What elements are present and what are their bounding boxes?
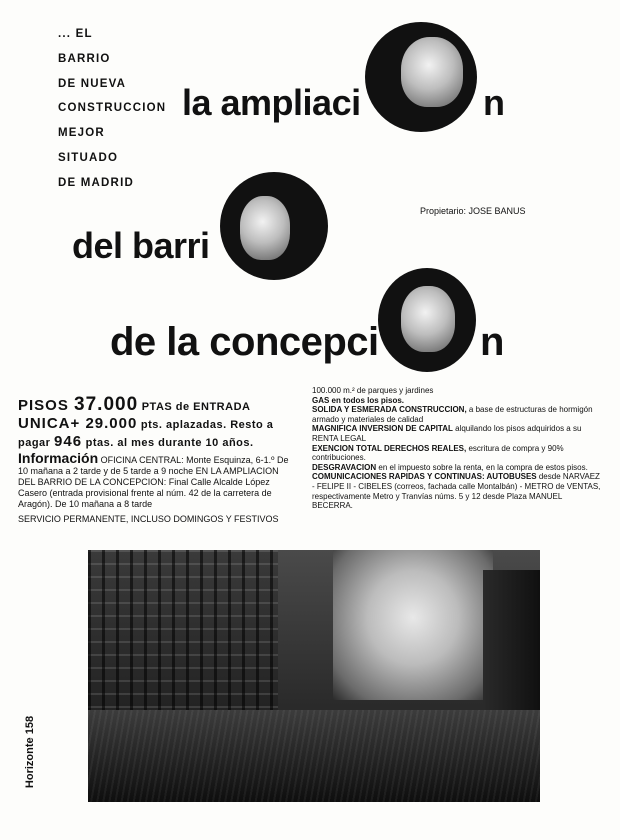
proprietario: Propietario: JOSE BANUS [420, 206, 526, 216]
info-label: Información [18, 450, 99, 466]
ground-area [88, 710, 540, 802]
pisos-line [18, 396, 296, 415]
feature-title: COMUNICACIONES RAPIDAS Y CONTINUAS: AUTOBUSES [312, 472, 537, 482]
feature-line [312, 444, 602, 463]
feature-text: desde NARVAEZ - FELIPE II - CIBELES (correos, fachada calle Montalbán) - METRO de VENTAS, respectivamente Metro y Tranvías núms. 5 y 12 desde Plaza MANUEL BECERRA. [312, 472, 601, 511]
price-info-block [18, 396, 296, 525]
feature-line [312, 472, 602, 510]
feature-text: escritura de compra y 90% contribuciones. [312, 443, 564, 463]
girl-face-image [240, 196, 290, 260]
tagline-line: MEJOR [58, 127, 105, 140]
price: 946 [54, 433, 83, 450]
tagline-line: ... EL [58, 28, 93, 40]
features-block [312, 386, 602, 511]
side-label [14, 692, 46, 812]
tagline-line: CONSTRUCCION [58, 102, 167, 115]
info-paragraph [18, 450, 296, 510]
feature-line [312, 424, 602, 443]
woman-face-image [401, 37, 463, 107]
headline-barrio [72, 225, 210, 267]
feature-title: EXENCION TOTAL DERECHOS REALES, [312, 443, 467, 453]
tagline [58, 22, 166, 196]
feature-text: a base de estructuras de hormigón armado y materiales de calidad [312, 405, 593, 424]
feature-title: MAGNIFICA INVERSION DE CAPITAL [312, 424, 453, 434]
side-label-text: Horizonte 158 [24, 715, 36, 789]
tagline-line: SITUADO [58, 151, 119, 164]
sky-area [333, 550, 493, 700]
text: UNICA+ [18, 415, 86, 432]
text: pts. aplazadas. Resto a [137, 419, 274, 431]
feature-text: en el impuesto sobre la renta, en la compra de estos pisos. [376, 462, 588, 472]
boy-face-image [401, 286, 455, 352]
pagar-line [18, 433, 296, 451]
headline-ampliacion [182, 82, 361, 124]
feature-line [312, 463, 602, 473]
info-text: OFICINA CENTRAL: Monte Esquinza, 6-1.º De 10 mañana a 2 tarde y de 5 tarde a 9 noche EN LA AMPLIACION DEL BARRIO DE LA CONCEPCION: Final Calle Alcalde López Casero (entrada provisional frente al núm. 42 de la carretera de Aragón). De 10 mañana a 8 tarde [18, 455, 289, 509]
headline-text: la ampliaci [182, 82, 361, 123]
feature-line: 100.000 m.² de parques y jardines [312, 386, 434, 395]
headline-concepcion-tail [480, 320, 504, 365]
headline-ampliacion-tail [483, 82, 505, 124]
headline-text: del barri [72, 225, 210, 266]
o-photo-woman [365, 22, 477, 132]
feature-title: DESGRAVACION [312, 462, 377, 472]
headline-text: n [480, 320, 504, 364]
headline-concepcion [110, 320, 379, 365]
o-photo-girl [220, 172, 328, 280]
text: PTAS de ENTRADA [138, 401, 251, 413]
feature-line: GAS en todos los pisos. [312, 395, 405, 405]
price: 37.000 [74, 394, 139, 415]
servicio-line: SERVICIO PERMANENTE, INCLUSO DOMINGOS Y FESTIVOS [18, 514, 279, 524]
feature-line [312, 405, 602, 424]
feature-text: alquilando los pisos adquiridos a su RENTA LEGAL [312, 424, 582, 443]
tagline-line: BARRIO [58, 52, 111, 65]
unica-line [18, 415, 296, 433]
tagline-line: DE MADRID [58, 176, 134, 189]
o-photo-boy [378, 268, 476, 372]
feature-title: SOLIDA Y ESMERADA CONSTRUCCION, [312, 405, 467, 415]
text: pagar [18, 437, 55, 449]
headline-text: de la concepci [110, 320, 379, 364]
buildings-photo [88, 550, 540, 802]
tagline-line: DE NUEVA [58, 77, 127, 90]
text: PISOS [18, 397, 75, 414]
text: ptas. al mes durante 10 años. [82, 437, 254, 449]
price: 29.000 [85, 415, 138, 432]
headline-text: n [483, 82, 505, 123]
